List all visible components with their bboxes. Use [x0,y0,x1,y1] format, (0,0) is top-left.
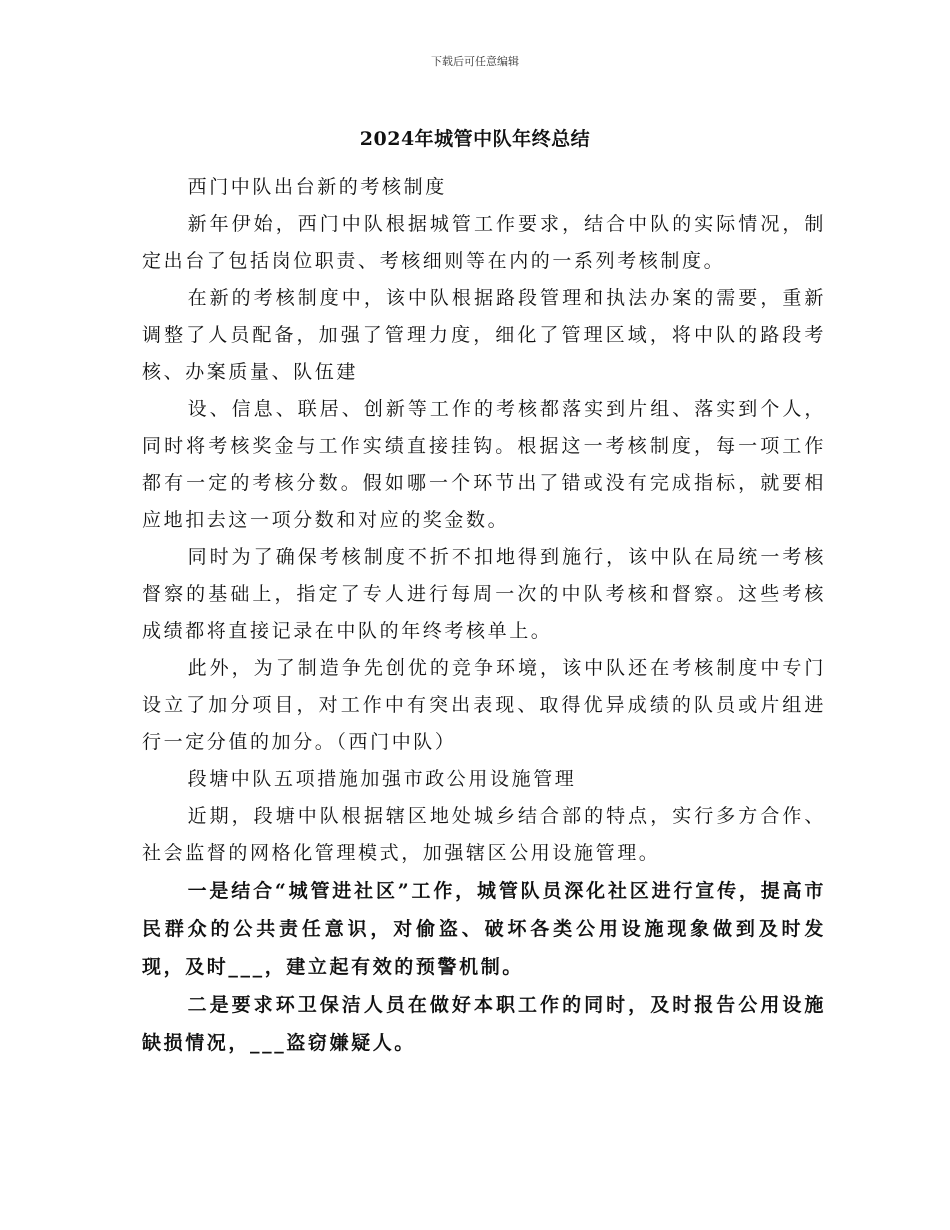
paragraph: 近期，段塘中队根据辖区地处城乡结合部的特点，实行多方合作、社会监督的网格化管理模式，加强辖区公用设施管理。 [142,805,826,864]
paragraph-section-heading-duantang: 段塘中队五项措施加强市政公用设施管理 [187,768,577,790]
paragraph-bold: 一是结合“城管进社区”工作，城管队员深化社区进行宣传，提高市民群众的公共责任意识，对偷盗、破坏各类公用设施现象做到及时发现，及时___，建立起有效的预警机制。 [142,880,826,978]
document-title: 2024年城管中队年终总结 [359,128,591,150]
paragraph: 新年伊始，西门中队根据城管工作要求，结合中队的实际情况，制定出台了包括岗位职责、考核细则等在内的一系列考核制度。 [142,213,826,272]
paragraph-bold: 二是要求环卫保洁人员在做好本职工作的同时，及时报告公用设施缺损情况，___盗窃嫌疑人。 [142,994,826,1054]
page-header-note: 下载后可任意编辑 [431,55,519,68]
paragraph: 同时为了确保考核制度不折不扣地得到施行，该中队在局统一考核督察的基础上，指定了专人进行每周一次的中队考核和督察。这些考核成绩都将直接记录在中队的年终考核单上。 [142,546,826,642]
paragraph: 在新的考核制度中，该中队根据路段管理和执法办案的需要，重新调整了人员配备，加强了管理力度，细化了管理区域，将中队的路段考核、办案质量、队伍建 [142,287,826,383]
paragraph-section-heading-ximen: 西门中队出台新的考核制度 [187,176,447,198]
document-body [142,169,826,1062]
paragraph: 此外，为了制造争先创优的竞争环境，该中队还在考核制度中专门设立了加分项目，对工作中有突出表现、取得优异成绩的队员或片组进行一定分值的加分。（西门中队） [142,657,826,753]
paragraph: 设、信息、联居、创新等工作的考核都落实到片组、落实到个人，同时将考核奖金与工作实绩直接挂钩。根据这一考核制度，每一项工作都有一定的考核分数。假如哪一个环节出了错或没有完成指标，就要相应地扣去这一项分数和对应的奖金数。 [142,398,826,531]
